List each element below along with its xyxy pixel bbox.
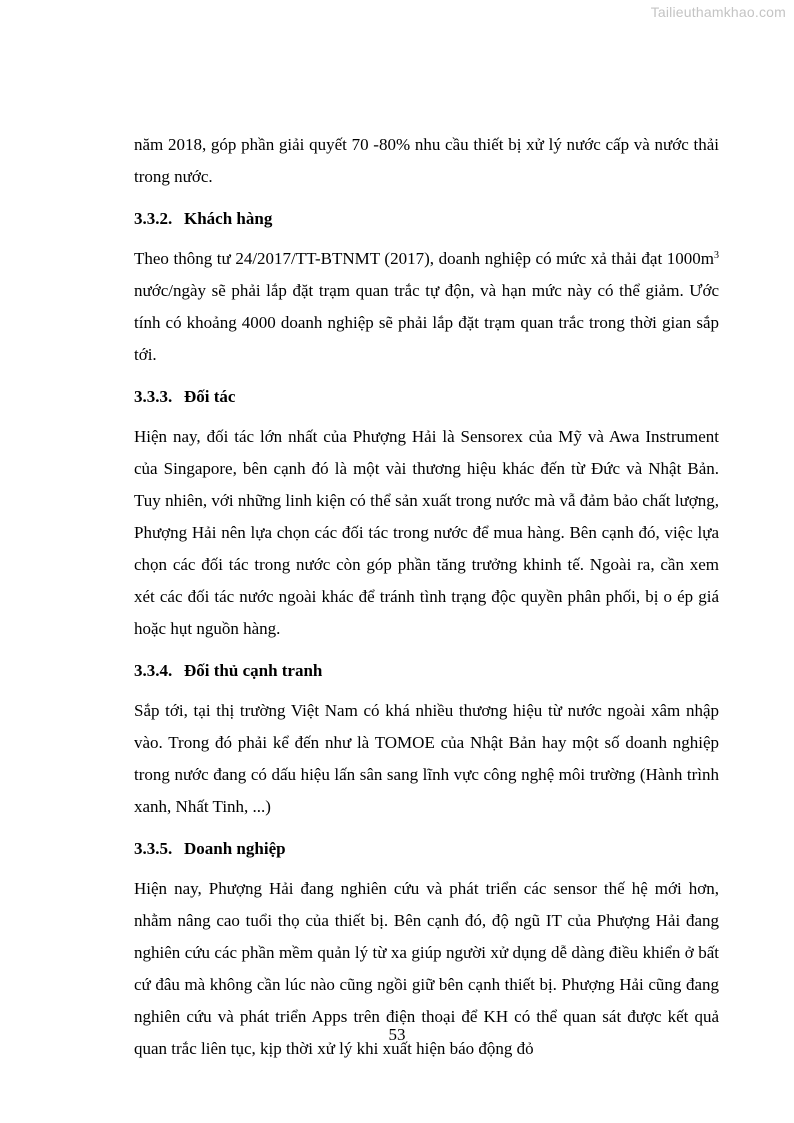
page-number: 53 bbox=[388, 1025, 406, 1044]
section-paragraph-khach-hang bbox=[134, 243, 719, 371]
section-number: 3.3.2. bbox=[134, 209, 173, 228]
section-heading-doi-thu-canh-tranh bbox=[134, 659, 719, 683]
section-title: Khách hàng bbox=[184, 209, 273, 228]
paragraph-text: nước/ngày sẽ phải lắp đặt trạm quan trắc tự độn, và hạn mức này có thể giảm. Ước tính có khoảng 4000 doanh nghiệp sẽ phải lắp đặt trạm quan trắc trong thời gian sắp tới. bbox=[134, 281, 719, 364]
section-title: Đối thủ cạnh tranh bbox=[184, 661, 323, 680]
watermark-text: Tailieuthamkhao.com bbox=[650, 4, 786, 20]
section-title: Doanh nghiệp bbox=[184, 839, 286, 858]
section-number: 3.3.3. bbox=[134, 387, 173, 406]
page-body bbox=[134, 129, 719, 1065]
section-title: Đối tác bbox=[184, 387, 236, 406]
superscript-3: 3 bbox=[714, 250, 719, 261]
section-heading-doanh-nghiep bbox=[134, 837, 719, 861]
section-paragraph-doi-thu-canh-tranh: Sắp tới, tại thị trường Việt Nam có khá nhiều thương hiệu từ nước ngoài xâm nhập vào. Trong đó phải kể đến như là TOMOE của Nhật Bản hay một số doanh nghiệp trong nước đang có dấu hiệu lấn sân sang lĩnh vực công nghệ môi trường (Hành trình xanh, Nhất Tinh, ...) bbox=[134, 701, 719, 816]
section-heading-khach-hang bbox=[134, 207, 719, 231]
section-heading-doi-tac bbox=[134, 385, 719, 409]
paragraph-text: Theo thông tư 24/2017/TT-BTNMT (2017), doanh nghiệp có mức xả thải đạt 1000m bbox=[134, 249, 714, 268]
section-number: 3.3.4. bbox=[134, 661, 173, 680]
section-paragraph-doanh-nghiep: Hiện nay, Phượng Hải đang nghiên cứu và phát triển các sensor thế hệ mới hơn, nhằm nâng cao tuổi thọ của thiết bị. Bên cạnh đó, độ ngũ IT của Phượng Hải đang nghiên cứu các phần mềm quản lý từ xa giúp người xử dụng dễ dàng điều khiển ở bất cứ đâu mà không cần lúc nào cũng ngồi giữ bên cạnh thiết bị. Phượng Hải cũng đang nghiên cứu và phát triển Apps trên điện thoại để KH có thể quan sát được kết quả quan trắc liên tục, kịp thời xử lý khi xuất hiện báo động đỏ bbox=[134, 879, 719, 1058]
section-paragraph-doi-tac: Hiện nay, đối tác lớn nhất của Phượng Hải là Sensorex của Mỹ và Awa Instrument của Singapore, bên cạnh đó là một vài thương hiệu khác đến từ Đức và Nhật Bản. Tuy nhiên, với những linh kiện có thể sản xuất trong nước mà vẫ đảm bảo chất lượng, Phượng Hải nên lựa chọn các đối tác trong nước để mua hàng. Bên cạnh đó, việc lựa chọn các đối tác trong nước còn góp phần tăng trưởng khinh tế. Ngoài ra, cần xem xét các đối tác nước ngoài khác để tránh tình trạng độc quyền phân phối, bị o ép giá hoặc hụt nguồn hàng. bbox=[134, 427, 719, 638]
section-number: 3.3.5. bbox=[134, 839, 173, 858]
intro-paragraph: năm 2018, góp phần giải quyết 70 -80% nhu cầu thiết bị xử lý nước cấp và nước thải trong nước. bbox=[134, 135, 719, 186]
